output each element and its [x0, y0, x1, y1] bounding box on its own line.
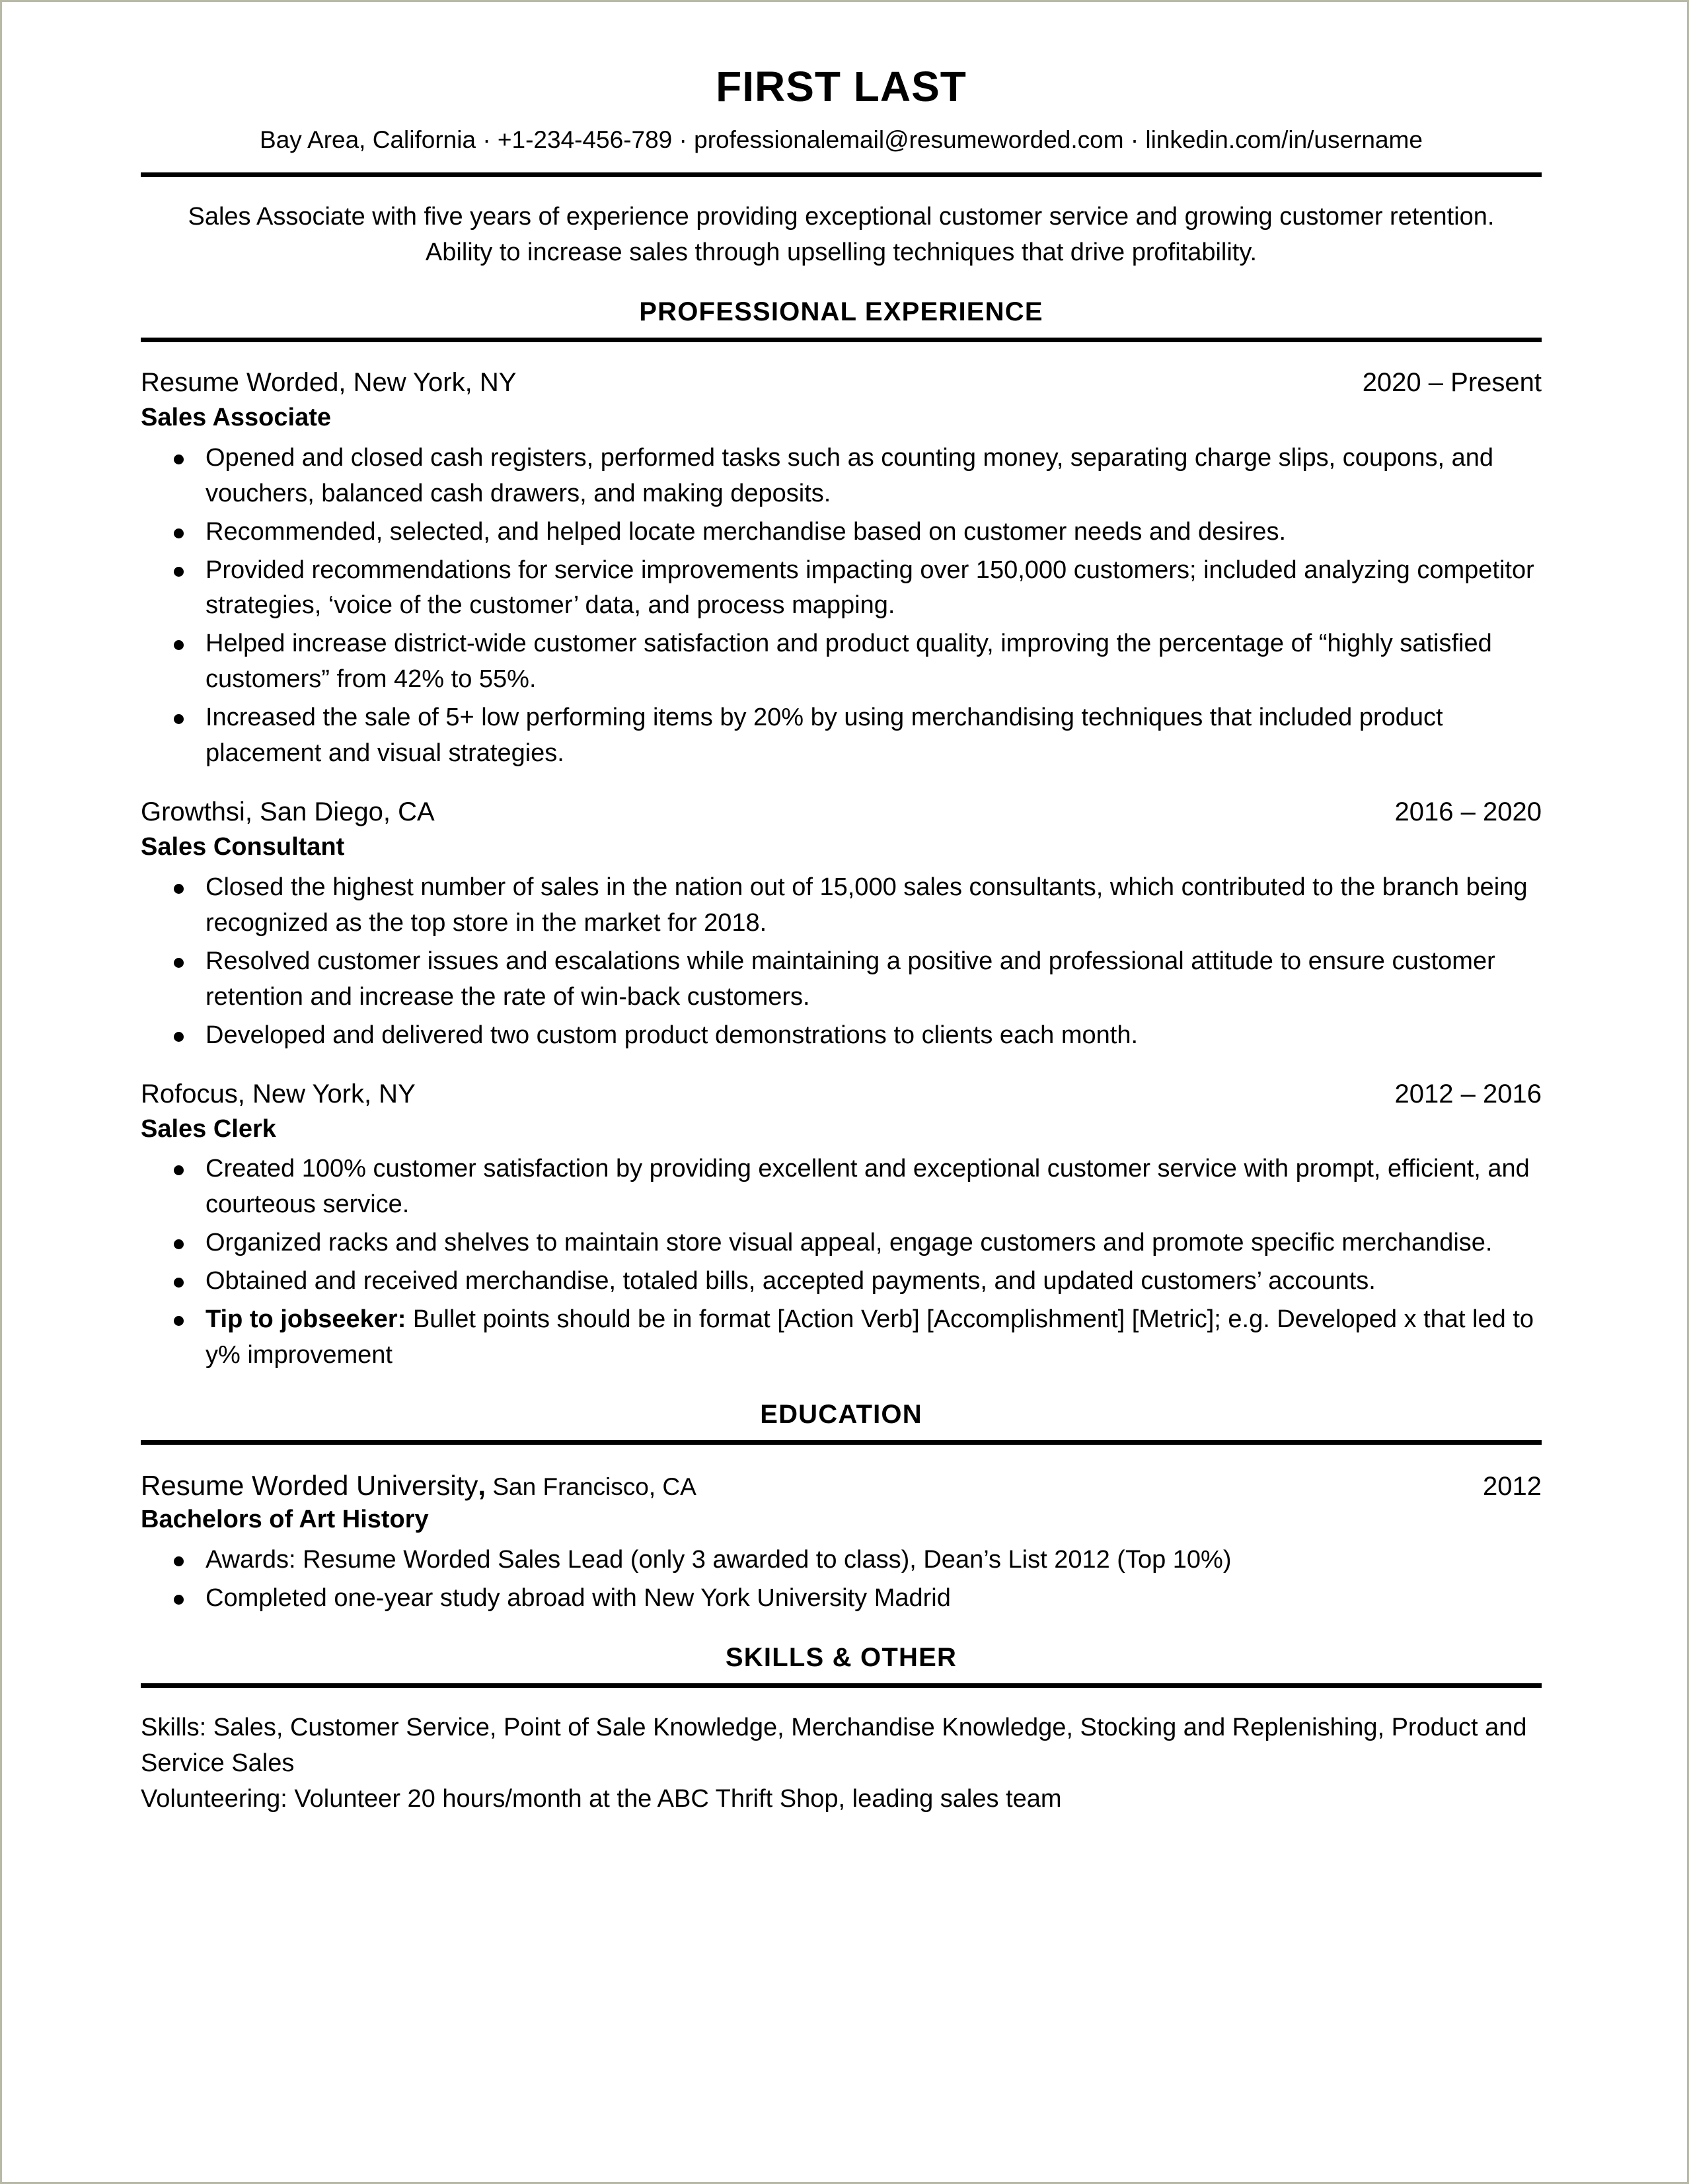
- experience-entry: [141, 795, 1542, 1053]
- skills-divider: [141, 1683, 1542, 1688]
- experience-divider: [141, 338, 1542, 342]
- experience-org: Resume Worded, New York, NY: [141, 368, 517, 398]
- skills-block: [141, 1710, 1542, 1817]
- summary-text: Sales Associate with five years of experience providing exceptional customer service and growing customer retention. Ability to increase sales through upselling techniques that drive profitability.: [188, 203, 1495, 267]
- page-title: FIRST LAST: [716, 63, 967, 110]
- experience-job-title: Sales Clerk: [141, 1114, 276, 1143]
- list-item: Developed and delivered two custom product demonstrations to clients each month.: [141, 1018, 1542, 1054]
- list-item: Awards: Resume Worded Sales Lead (only 3 awarded to class), Dean’s List 2012 (Top 10%): [141, 1543, 1542, 1578]
- education-location: San Francisco, CA: [486, 1473, 696, 1500]
- education-degree: Bachelors of Art History: [141, 1506, 429, 1534]
- experience-job-title: Sales Consultant: [141, 833, 345, 861]
- experience-job-title: Sales Associate: [141, 404, 331, 432]
- list-item: Provided recommendations for service improvements impacting over 150,000 customers; included analyzing competitor strategies, ‘voice of the customer’ data, and process mapping.: [141, 553, 1542, 624]
- list-item: Helped increase district-wide customer satisfaction and product quality, improving the percentage of “highly satisfied customers” from 42% to 55%.: [141, 626, 1542, 698]
- education-school: [141, 1469, 696, 1502]
- volunteering-line: Volunteering: Volunteer 20 hours/month at the ABC Thrift Shop, leading sales team: [141, 1784, 1062, 1813]
- experience-entry-header: [141, 366, 1542, 399]
- education-entry-header: [141, 1469, 1542, 1502]
- tip-label: Tip to jobseeker:: [206, 1305, 406, 1334]
- list-item: Recommended, selected, and helped locate merchandise based on customer needs and desires.: [141, 515, 1542, 550]
- list-item: Opened and closed cash registers, performed tasks such as counting money, separating charge slips, coupons, and vouchers, balanced cash drawers, and making deposits.: [141, 441, 1542, 512]
- experience-dates: 2020 – Present: [1362, 368, 1542, 398]
- list-item: Completed one-year study abroad with New York University Madrid: [141, 1581, 1542, 1617]
- list-item: Organized racks and shelves to maintain store visual appeal, engage customers and promote specific merchandise.: [141, 1225, 1542, 1261]
- resume-body: [141, 2, 1542, 1817]
- section-heading-skills: SKILLS & OTHER: [725, 1642, 957, 1672]
- education-year: 2012: [1483, 1471, 1542, 1501]
- list-item: Created 100% customer satisfaction by providing excellent and exceptional customer service with prompt, efficient, and courteous service.: [141, 1151, 1542, 1223]
- skills-line: Skills: Sales, Customer Service, Point of Sale Knowledge, Merchandise Knowledge, Stocking and Replenishing, Product and Service Sales: [141, 1713, 1527, 1777]
- header-divider: [141, 172, 1542, 177]
- experience-dates: 2016 – 2020: [1394, 797, 1542, 827]
- education-bullet-list: [141, 1543, 1542, 1617]
- list-item: Closed the highest number of sales in the nation out of 15,000 sales consultants, which contributed to the branch being recognized as the top store in the market for 2018.: [141, 870, 1542, 941]
- experience-org: Growthsi, San Diego, CA: [141, 797, 435, 827]
- contact-line: Bay Area, California · +1-234-456-789 · professionalemail@resumeworded.com · linkedin.com/in/username: [260, 126, 1423, 154]
- list-item: Resolved customer issues and escalations while maintaining a positive and professional attitude to ensure customer retention and increase the rate of win-back customers.: [141, 944, 1542, 1015]
- experience-entry-header: [141, 1077, 1542, 1110]
- experience-entry: [141, 1077, 1542, 1373]
- experience-entry-header: [141, 795, 1542, 828]
- experience-entry: [141, 366, 1542, 772]
- tip-text: Bullet points should be in format [Action Verb] [Accomplishment] [Metric]; e.g. Developed x that led to y% improvement: [206, 1305, 1534, 1369]
- experience-bullet-list: [141, 1151, 1542, 1373]
- experience-dates: 2012 – 2016: [1394, 1079, 1542, 1109]
- education-divider: [141, 1440, 1542, 1445]
- education-school-name: Resume Worded University: [141, 1469, 478, 1501]
- experience-bullet-list: [141, 870, 1542, 1054]
- list-item: Obtained and received merchandise, totaled bills, accepted payments, and updated customers’ accounts.: [141, 1264, 1542, 1299]
- experience-bullet-list: [141, 441, 1542, 772]
- section-heading-experience: PROFESSIONAL EXPERIENCE: [639, 297, 1043, 327]
- experience-org: Rofocus, New York, NY: [141, 1079, 416, 1109]
- education-comma: ,: [478, 1469, 486, 1501]
- section-heading-education: EDUCATION: [760, 1399, 922, 1429]
- list-item: Increased the sale of 5+ low performing items by 20% by using merchandising techniques that included product placement and visual strategies.: [141, 700, 1542, 772]
- tip-list-item: [141, 1302, 1542, 1373]
